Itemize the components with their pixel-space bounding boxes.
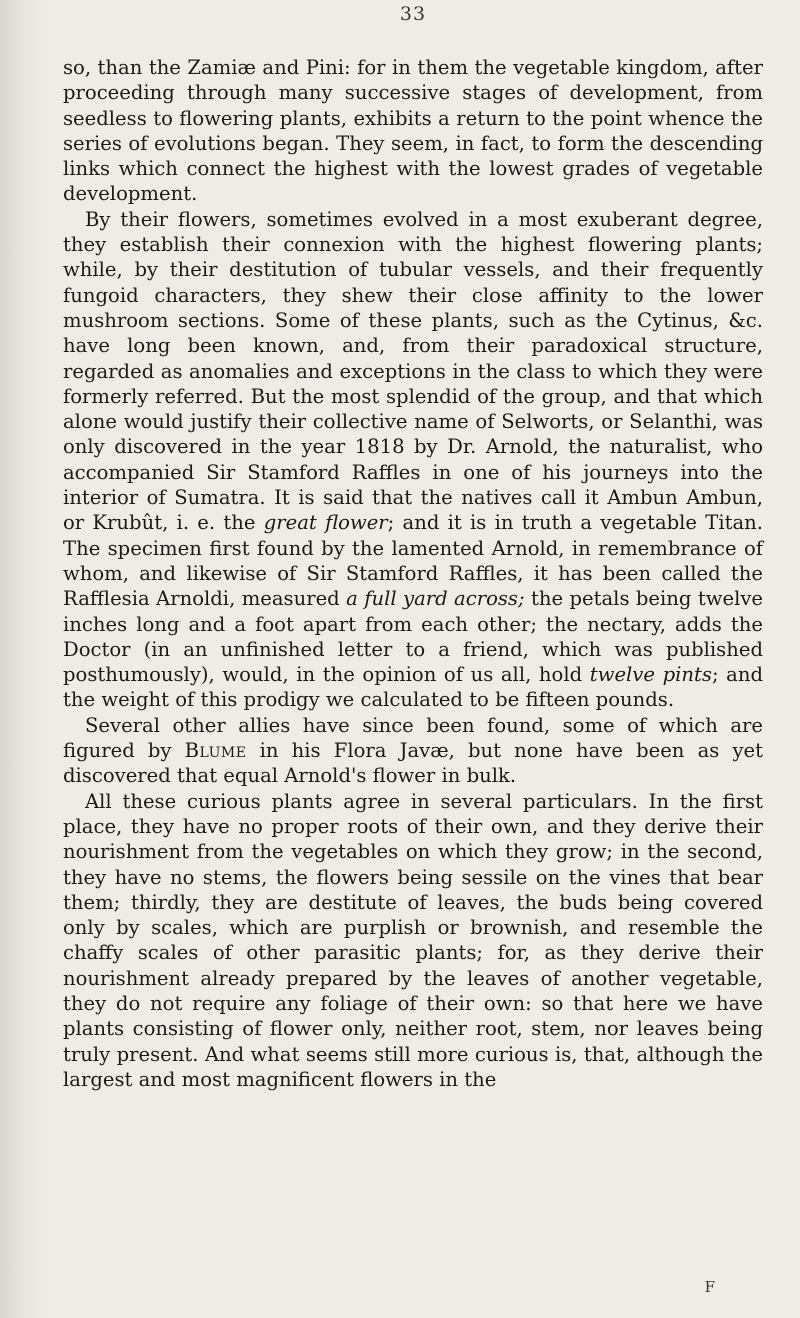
paragraph-3 [63,713,763,789]
paragraph-2-text-1: By their flowers, sometimes evolved in a most exuberant degree, they establish their connexion with the highest flowering plants; while, by their destitution of tubular vessels, and their frequently fungoid characters, they shew their close affinity to the lower mushroom sections. Some of these plants, such as the Cytinus, &c. have long been known, and, from their paradoxical structure, regarded as anomalies and exceptions in the class to which they were formerly referred. But the most splendid of the group, and that which alone would justify their collective name of Selworts, or Selanthi, was only discovered in the year 1818 by Dr. Arnold, the naturalist, who accompanied Sir Stamford Raffles in one of his journeys into the interior of Sumatra. It is said that the natives call it Ambun Ambun, or Krubût, i. e. the [63,207,763,535]
paragraph-2-italic-2: a full yard across; [346,587,525,611]
signature-mark: F [704,1278,715,1296]
paragraph-1 [63,55,763,207]
paragraph-4 [63,789,763,1093]
paragraph-2 [63,207,763,713]
paragraph-4-text: All these curious plants agree in several particulars. In the first place, they have no proper roots of their own, and they derive their nourishment from the vegetables on which they grow; in the second, they have no stems, the flowers being sessile on the vines that bear them; thirdly, they are destitute of leaves, the buds being covered only by scales, which are purplish or brownish, and resemble the chaffy scales of other parasitic plants; for, as they derive their nourishment already prepared by the leaves of another vegetable, they do not require any foliage of their own: so that here we have plants consisting of flower only, neither root, stem, nor leaves being truly present. And what seems still more curious is, that, although the largest and most magnificent flowers in the [63,789,763,1091]
paragraph-2-italic-3: twelve pints [589,663,712,687]
book-page [63,0,763,1318]
body-text [63,55,763,1092]
paragraph-2-text-2: ; and it is in truth a vegetable Titan. The specimen first found by the lamented Arnold, in remembrance of whom, and likewise of Sir Stamford Raffles, it has been called the Rafflesia Arnoldi, measured [63,511,764,611]
paragraph-2-text-3: the petals being twelve inches long and a foot apart from each other; the nectary, adds the Doctor (in an unfinished letter to a friend, which was published posthumously), would, in the opinion of us all, hold [63,587,764,687]
page-gutter-shadow [0,0,46,1318]
paragraph-2-text-4: ; and the weight of this prodigy we calculated to be fifteen pounds. [63,663,764,712]
paragraph-3-text-1: Several other allies have since been found, some of which are figured by [63,713,763,763]
paragraph-1-text: so, than the Zamiæ and Pini: for in them the vegetable kingdom, after proceeding through many successive stages of development, from seedless to flowering plants, exhibits a return to the point whence the series of evolutions began. They seem, in fact, to form the descending links which connect the highest with the lowest grades of vegetable development. [63,56,763,206]
page-number: 33 [399,3,427,25]
paragraph-3-small-caps: Blume [184,739,247,763]
paragraph-2-italic-1: great flower [263,511,388,535]
paragraph-3-text-2: in his Flora Javæ, but none have been as yet discovered that equal Arnold's flower in bulk. [63,739,763,788]
